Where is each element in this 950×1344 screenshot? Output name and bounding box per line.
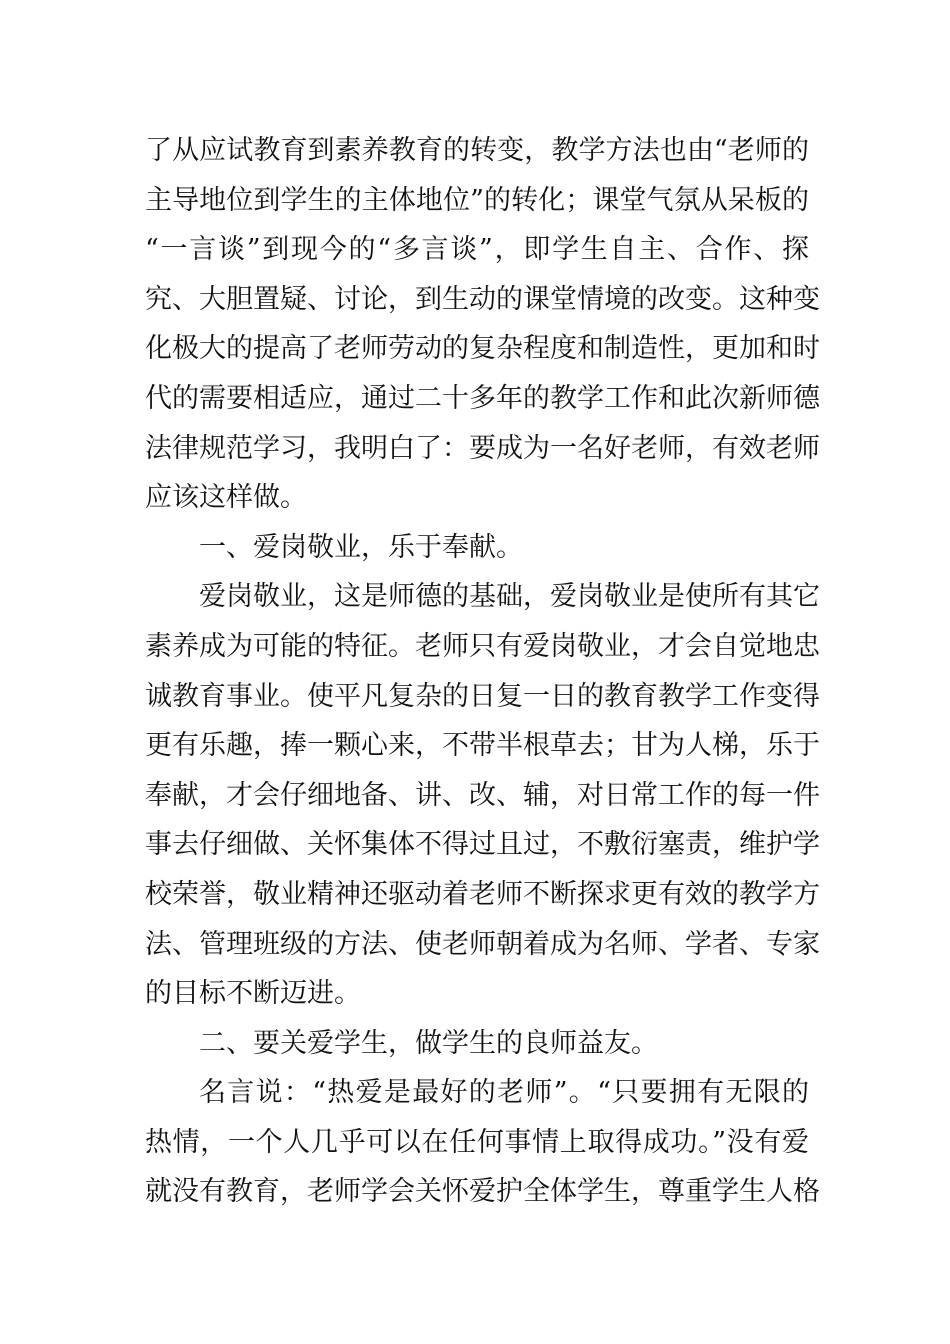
text-line: 化极大的提高了老师劳动的复杂程度和制造性，更加和时 (145, 333, 820, 365)
text-line: 诚教育事业。使平凡复杂的日复一日的教育教学工作变得 (145, 680, 820, 712)
text-line: 了从应试教育到素养教育的转变，教学方法也由“老师的 (145, 135, 809, 166)
text-line: 热情，一个人几乎可以在任何事情上取得成功。”没有爱 (145, 1126, 809, 1158)
text-line: 校荣誉，敬业精神还驱动着老师不断探求更有效的教学方 (145, 878, 820, 910)
text-line: 代的需要相适应，通过二十多年的教学工作和此次新师德 (145, 382, 820, 414)
text-line: 主导地位到学生的主体地位”的转化；课堂气氛从呆板的 (145, 184, 809, 216)
text-line: 一、爱岗敬业，乐于奉献。 (199, 531, 523, 563)
text-line: 法律规范学习，我明白了：要成为一名好老师，有效老师 (145, 432, 820, 464)
text-line: 应该这样做。 (145, 482, 307, 514)
text-line: 究、大胆置疑、讨论，到生动的课堂情境的改变。这种变 (145, 283, 820, 315)
text-line: 更有乐趣，捧一颗心来，不带半根草去；甘为人梯，乐于 (145, 730, 820, 762)
text-line: 的目标不断迈进。 (145, 978, 361, 1010)
text-line: “一言谈”到现今的“多言谈”，即学生自主、合作、探 (145, 234, 809, 266)
text-line: 法、管理班级的方法、使老师朝着成为名师、学者、专家 (145, 928, 820, 960)
text-line: 名言说：“热爱是最好的老师”。“只要拥有无限的 (199, 1077, 809, 1109)
text-line: 就没有教育，老师学会关怀爱护全体学生，尊重学生人格 (145, 1176, 820, 1208)
text-line: 素养成为可能的特征。老师只有爱岗敬业，才会自觉地忠 (145, 630, 820, 662)
text-line: 二、要关爱学生，做学生的良师益友。 (199, 1027, 658, 1059)
body-text (145, 126, 820, 1217)
text-line: 奉献，才会仔细地备、讲、改、辅，对日常工作的每一件 (145, 779, 820, 811)
text-line: 爱岗敬业，这是师德的基础，爱岗敬业是使所有其它 (199, 581, 820, 613)
text-line: 事去仔细做、关怀集体不得过且过，不敷衍塞责，维护学 (145, 829, 820, 861)
